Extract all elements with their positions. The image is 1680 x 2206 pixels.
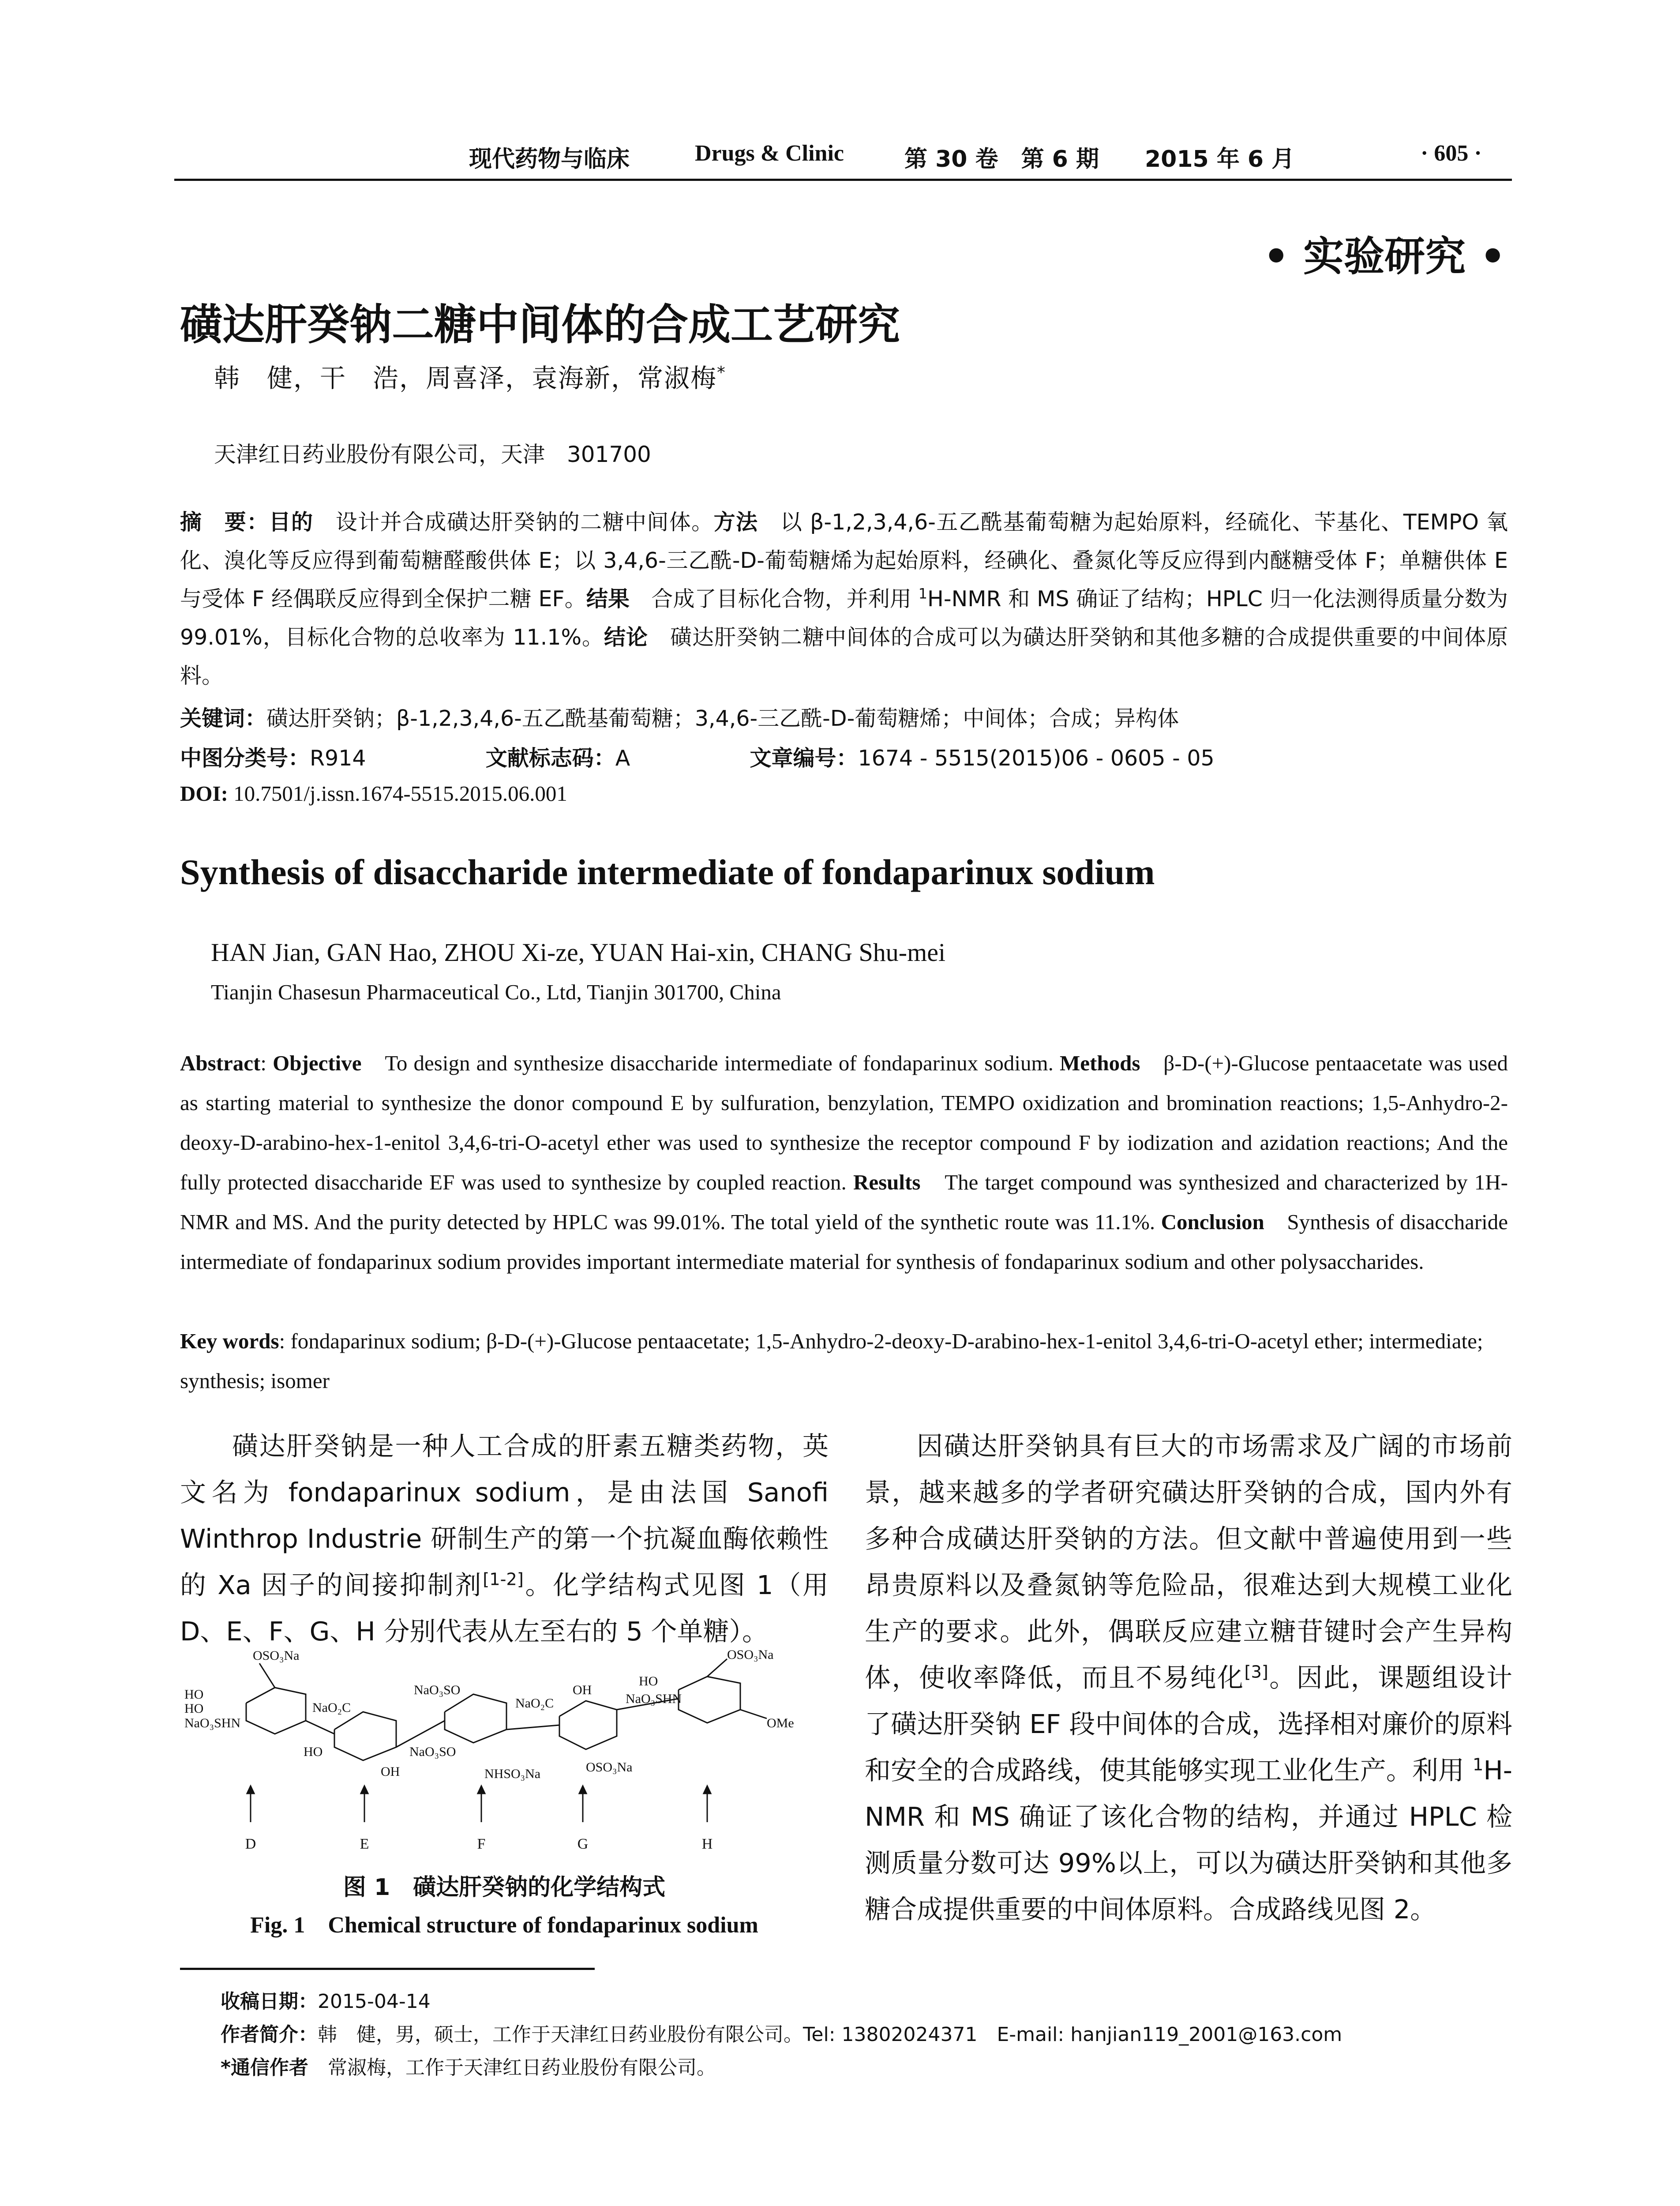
keywords-cn [180,702,1508,732]
journal-name-en: Drugs & Clinic [695,141,844,166]
classification-line [180,741,1508,772]
results-en: The target compound was synthesized and characterized by 1H-NMR and MS. And the purity detected by HPLC was 99.01%. The total yield of the synthetic route was 11.1%. [180,1170,1508,1234]
authors-cn [214,357,726,394]
arrowhead-d [247,1786,254,1793]
label-oso3na-3: OSO₃Na [727,1647,774,1662]
arrowhead-f [478,1786,485,1793]
link-fg [506,1725,559,1730]
doc-code-value: A [615,746,630,771]
label-ho-3: HO [304,1745,323,1759]
unit-g: G [577,1836,589,1852]
received-label: 收稿日期： [221,1990,318,2013]
objective-label-cn: 目的 [269,510,314,535]
conclusion-cn: 磺达肝癸钠二糖中间体的合成可以为磺达肝癸钠和其他多糖的合成提供重要的中间体原料。 [180,625,1508,688]
label-oso3na-1: OSO₃Na [253,1648,300,1663]
footnote-received [221,1985,431,2014]
keywords-en-label: Key words [180,1329,279,1353]
body-right-column [865,1423,1512,1932]
footnote-rule [180,1968,595,1970]
nmr-superscript: 1 [1472,1755,1484,1775]
conclusion-en: Synthesis of disaccharide intermediate of fondaparinux sodium provides important intermediate material for synthesis of fondaparinux sodium and other polysaccharides. [180,1210,1508,1274]
abstract-cn-label: 摘 要： [180,510,269,535]
body-right-text-a: 因磺达肝癸钠具有巨大的市场需求及广阔的市场前景，越来越多的学者研究磺达肝癸钠的合成，国内外有多种合成磺达肝癸钠的方法。但文献中普遍使用到一些昂贵原料以及叠氮钠等危险品，很难达到大规模工业化生产的要求。此外，偶联反应建立糖苷键时会产生异构体，使收率降低，而且不易纯化 [865,1431,1512,1693]
label-oh-1: OH [381,1764,400,1779]
running-header [174,140,1502,180]
label-oh-2: OH [573,1683,592,1697]
header-rule [174,179,1512,181]
figure-1-structure [180,1646,824,1866]
unit-f: F [477,1836,486,1852]
arrowhead-g [579,1786,586,1793]
link-de [306,1721,334,1734]
label-oso3na-2: OSO₃Na [586,1760,633,1775]
citation-ref[interactable]: [1-2] [483,1569,524,1590]
doi-value[interactable]: 10.7501/j.issn.1674-5515.2015.06.001 [228,781,567,806]
results-cn-sup: 1 [918,585,928,602]
arrowhead-e [361,1786,368,1793]
label-ho-2: HO [184,1701,204,1716]
corresponding-label: *通信作者 [221,2056,309,2079]
objective-label-en: Objective [273,1051,362,1075]
arrowhead-h [704,1786,711,1793]
keywords-en [180,1321,1508,1401]
bond-h-side [707,1659,727,1677]
title-en: Synthesis of disaccharide intermediate of fondaparinux sodium [180,852,1155,892]
bond-d-side [259,1663,275,1688]
results-label-en: Results [853,1170,921,1194]
unit-h: H [701,1836,713,1852]
author-bio: 韩 健，男，硕士，工作于天津红日药业股份有限公司。Tel: 13802024371 E-mail: hanjian119_2001@163.com [318,2023,1342,2046]
ring-e [334,1712,396,1760]
label-nao3so-2: NaO₃SO [409,1745,456,1759]
label-ho-1: HO [184,1687,204,1702]
body-right-text-c: H-NMR 和 MS 确证了该化合物的结构，并通过 HPLC 检测质量分数可达 99%以上，可以为磺达肝癸钠和其他多糖合成提供重要的中间体原料。合成路线见图 2。 [865,1755,1512,1925]
results-cn-b: H-NMR 和 MS 确证了结构；HPLC 归一化法测得质量分数为 99.01%，目标化合物的总收率为 11.1%。 [180,586,1508,650]
author-bio-label: 作者简介： [221,2023,318,2046]
doi-line [180,781,1508,806]
body-right-text-b: 。因此，课题组设计了磺达肝癸钠 EF 段中间体的合成，选择相对廉价的原料和安全的合成路线，使其能够实现工业化生产。利用 [865,1662,1512,1786]
abstract-cn [180,503,1508,695]
figure-1-caption-cn: 图 1 磺达肝癸钠的化学结构式 [343,1874,666,1901]
unit-arrows [247,1786,711,1822]
conclusion-label-en: Conclusion [1161,1210,1264,1234]
article-no-value: 1674 - 5515(2015)06 - 0605 - 05 [858,746,1215,771]
abstract-en: Abstract: Objective To design and synthesize disaccharide intermediate of fondaparinux sodium. Methods β-D-(+)-Glucose pentaacetate was used as starting material to synthesize the donor compound E by sulfuration, benzylation, TEMPO oxidization and bromination reactions; 1,5-Anhydro-2-deoxy-D-arabino-hex-1-enitol 3,4,6-tri-O-acetyl ether was used to synthesize the receptor compound F by iodization and azidation reactions; And the fully protected disaccharide EF was used to synthesize by coupled reaction. Results The target compound was synthesized and characterized by 1H-NMR and MS. And the purity detected by HPLC was 99.01%. The total yield of the synthetic route was 11.1%. Conclusion Synthesis of disaccharide intermediate of fondaparinux sodium provides important intermediate material for synthesis of fondaparinux sodium and other polysaccharides. [180,1051,1508,1274]
volume-issue: 第 30 卷 第 6 期 [904,146,1099,173]
structure-labels [184,1647,794,1781]
section-tag: • 实验研究 • [1263,233,1506,280]
label-nao3shn-2: NaO₃SHN [626,1692,682,1706]
methods-en: β-D-(+)-Glucose pentaacetate was used as starting material to synthesize the donor compound E by sulfuration, benzylation, TEMPO oxidization and bromination reactions; 1,5-Anhydro-2-deoxy-D-arabino-hex-1-enitol 3,4,6-tri-O-acetyl ether was used to synthesize the receptor compound F by iodization and azidation reactions; And the fully protected disaccharide EF was used to synthesize by coupled reaction. [180,1051,1508,1194]
title-cn: 磺达肝癸钠二糖中间体的合成工艺研究 [180,300,900,349]
article-no-label: 文章编号： [750,746,858,771]
authors-en: HAN Jian, GAN Hao, ZHOU Xi-ze, YUAN Hai-xin, CHANG Shu-mei [211,938,946,967]
keywords-cn-text: 磺达肝癸钠；β-1,2,3,4,6-五乙酰基葡萄糖；3,4,6-三乙酰-D-葡萄糖烯；中间体；合成；异构体 [266,706,1179,731]
journal-name-cn: 现代药物与临床 [469,146,630,173]
unit-d: D [245,1836,256,1852]
objective-en: To design and synthesize disaccharide intermediate of fondaparinux sodium. [361,1051,1060,1075]
page-number: · 605 · [1421,141,1482,166]
results-cn-a: 合成了目标化合物，并利用 [630,586,919,612]
clc-label: 中图分类号： [180,746,310,771]
methods-label-cn: 方法 [713,510,758,535]
label-nao2c-1: NaO₂C [312,1700,351,1715]
body-left-text-a: 磺达肝癸钠是一种人工合成的肝素五糖类药物，英文名为 fondaparinux sodium，是由法国 Sanofi Winthrop Industrie 研制生产的第一个抗凝血酶依赖性的 Xa 因子的间接抑制剂 [180,1431,829,1600]
affiliation-cn: 天津红日药业股份有限公司，天津 301700 [214,442,651,467]
keywords-en-text: : fondaparinux sodium; β-D-(+)-Glucose pentaacetate; 1,5-Anhydro-2-deoxy-D-arabino-hex-1-enitol 3,4,6-tri-O-acetyl ether; intermediate; synthesis; isomer [180,1329,1483,1393]
clc-value: R914 [310,746,366,771]
body-left-text-b: 。化学结构式见图 1（用 D、E、F、G、H 分别代表从左至右的 5 个单糖）。 [180,1570,829,1647]
label-ome: OMe [767,1716,794,1730]
label-nao3so-1: NaO₃SO [414,1683,461,1697]
corresponding-author: 常淑梅，工作于天津红日药业股份有限公司。 [308,2056,716,2079]
keywords-cn-label: 关键词： [180,706,267,731]
conclusion-label-cn: 结论 [604,625,649,650]
doi-label: DOI: [180,781,228,806]
footnote-author [221,2018,1342,2047]
issue-date: 2015 年 6 月 [1145,146,1295,173]
doc-code-label: 文献标志码： [485,746,615,771]
label-nhso3na: NHSO₃Na [484,1767,541,1781]
objective-cn: 设计并合成磺达肝癸钠的二糖中间体。 [313,510,714,535]
methods-cn: 以 β-1,2,3,4,6-五乙酰基葡萄糖为起始原料，经硫化、苄基化、TEMPO 氧化、溴化等反应得到葡萄糖醛酸供体 E；以 3,4,6-三乙酰-D-葡萄糖烯为起始原料，经碘化、叠氮化等反应得到内醚糖受体 F；单糖供体 E 与受体 F 经偶联反应得到全保护二糖 EF。 [180,510,1508,612]
results-label-cn: 结果 [586,586,630,612]
received-date: 2015-04-14 [318,1990,431,2013]
ring-d [246,1688,306,1734]
citation-ref[interactable]: [3] [1244,1662,1268,1682]
affiliation-en: Tianjin Chasesun Pharmaceutical Co., Ltd, Tianjin 301700, China [211,980,781,1004]
label-nao2c-2: NaO₂C [515,1696,554,1711]
authors-cn-text: 韩 健，干 浩，周喜泽，袁海新，常淑梅 [214,363,717,393]
label-nao3shn-1: NaO₃SHN [184,1716,241,1730]
body-left-column [180,1423,829,1654]
figure-1-caption-en: Fig. 1 Chemical structure of fondaparinux sodium [250,1913,758,1938]
label-ho-4: HO [639,1674,658,1688]
ring-g [559,1701,617,1749]
bond-ome [740,1710,767,1718]
ring-f [445,1694,506,1743]
ring-h [679,1677,740,1723]
corresponding-mark: * [717,362,726,382]
unit-e: E [360,1836,369,1852]
footnote-corresponding [221,2052,716,2080]
methods-label-en: Methods [1060,1051,1140,1075]
link-ef [396,1721,445,1747]
abstract-en-label: Abstract [180,1051,261,1075]
unit-letters [245,1836,713,1852]
